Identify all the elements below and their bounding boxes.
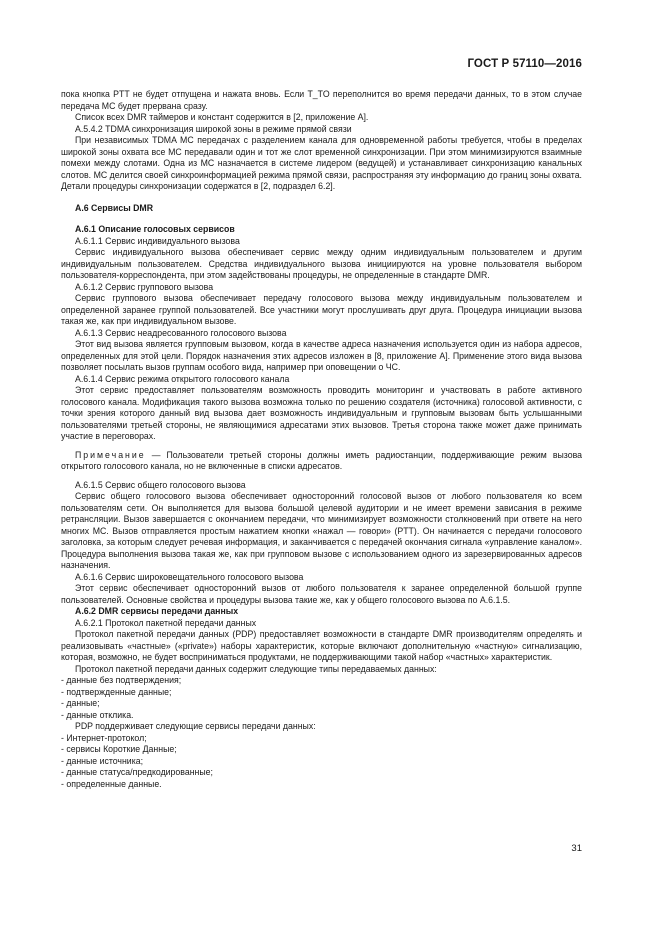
paragraph: PDP поддерживает следующие сервисы передачи данных: (75, 721, 316, 731)
subsection-title: А.6.1.3 Сервис неадресованного голосового вызова (75, 327, 287, 338)
paragraph: Этот сервис обеспечивает односторонний вызов от любого пользователя к заранее определенной большой группе пользователей. Основные свойства и процедуры вызова такие же, как у общего голосового вызова по А.6.1.5. (61, 583, 582, 605)
paragraph: Этот сервис предоставляет пользователям возможность проводить мониторинг и участвовать в работе активного голосового канала. Модификация такого вызова возможна только по решению создателя (источника) голосовой активности, с точки зрения которого данный вид вызова дает возможность индивидуальным и групповым вызовам быть услышанными пользователями третьей стороны, не являющимися адресатами этих вызовов. Третья сторона также может даже принимать участие в переговорах. (61, 385, 582, 441)
subsection-title: А.6.1.6 Сервис широковещательного голосового вызова (75, 571, 304, 582)
subsection-title: А.6.1.4 Сервис режима открытого голосового канала (75, 373, 290, 384)
page-body (61, 89, 582, 790)
subsection-title: А.6.1.5 Сервис общего голосового вызова (75, 479, 246, 490)
section-heading: А.6.2 DMR сервисы передачи данных (75, 606, 239, 616)
paragraph: Протокол пакетной передачи данных содержит следующие типы передаваемых данных: (75, 663, 437, 674)
paragraph: При независимых TDMA МС передачах с разделением канала для одновременной работы требуется, чтобы в пределах широкой зоны охвата все МС передавали один и тот же слот временной синхронизации. При этом минимизируются взаимные помехи между слотами. Одна из МС назначается в системе лидером (ведущей) и устанавливает синхронизацию канальных слотов. МС делится своей синхроинформацией режима прямой связи, распространяя эту информацию до границ зоны охвата. Детали процедуры синхронизации содержатся в [2, подраздел 6.2]. (61, 135, 582, 191)
list-item: - сервисы Короткие Данные; (61, 744, 177, 754)
paragraph: Этот вид вызова является групповым вызовом, когда в качестве адреса назначения используется один из набора адресов, определенных для этой цели. Порядок назначения этих адресов изложен в [8, приложение А]. Применение этого вида вызова позволяет посылать вызов группам особого вида, например при оповещении о ЧС. (61, 339, 582, 372)
section-heading: А.6 Сервисы DMR (75, 202, 154, 213)
list-item: - данные статуса/предкодированные; (61, 767, 213, 777)
paragraph: пока кнопка PTT не будет отпущена и нажата вновь. Если T_TO переполнится во время передачи данных, то в этом случае передача МС будет прервана сразу. (61, 89, 582, 111)
list-item: - подтвержденные данные; (61, 686, 172, 697)
data-types-list (61, 675, 582, 721)
section-heading: А.6.1 Описание голосовых сервисов (75, 224, 235, 234)
page-number: 31 (571, 843, 582, 854)
list-item: - данные источника; (61, 755, 144, 766)
paragraph: Сервис индивидуального вызова обеспечивает сервис между одним индивидуальным пользователем и другим индивидуальным пользователем. Средства индивидуального вызова инициируются на уровне пользователя выбором пользователя-корреспондента, при этом задействованы процедуры, не определенные в стандарте DMR. (61, 247, 582, 280)
list-item: - данные; (61, 698, 100, 708)
subsection-title: А.6.1.1 Сервис индивидуального вызова (75, 235, 240, 246)
subsection-title: А.6.1.2 Сервис группового вызова (75, 281, 214, 292)
list-item: - данные отклика. (61, 709, 134, 720)
document-header: ГОСТ Р 57110—2016 (467, 58, 582, 70)
subsection-title: А.6.2.1 Протокол пакетной передачи данных (75, 617, 257, 628)
paragraph: Протокол пакетной передачи данных (PDP) предоставляет возможности в стандарте DMR производителям определять и реализовывать «частные» («private») наборы характеристик, которые включают дополнительную «частную» сигнализацию, которая, возможно, не будет восприниматься продуктами, не поддерживающими такой набор «частных» характеристик. (61, 629, 582, 662)
list-item: - данные без подтверждения; (61, 675, 182, 685)
subsection-title: А.5.4.2 TDMA синхронизация широкой зоны в режиме прямой связи (75, 123, 352, 134)
paragraph: Сервис общего голосового вызова обеспечивает односторонний голосовой вызов от любого пользователя ко всем пользователям сети. Он выполняется для вызова большой целевой аудитории и не имеет времени зависания в режиме ретрансляции. Вызов завершается с окончанием передачи, что минимизирует возможности столкновений при ответе на него многих МС. Вызов отправляется простым нажатием кнопки «нажал — говори» (PTT). Он начинается с передачи голосового заголовка, за которым следует речевая информация, и заканчивается с передачей окончания сигнала «управление каналом». Процедура выполнения вызова такая же, как при групповом вызове с использованием одного из зарезервированных адресов назначения. (61, 491, 582, 570)
paragraph: Сервис группового вызова обеспечивает передачу голосового вызова между индивидуальным пользователем и определенной заранее группой пользователей. Все участники могут прослушивать друг друга. Процедура инициации вызова такая же, как при индивидуальном вызове. (61, 293, 582, 326)
note (61, 450, 582, 473)
note-label: Примечание (75, 449, 146, 460)
list-item: - Интернет-протокол; (61, 732, 147, 743)
list-item: - определенные данные. (61, 778, 162, 789)
note-text: — Пользователи третьей стороны должны иметь радиостанции, поддерживающие режим вызова открытого голосового канала, но не включенные в списки адресатов. (61, 449, 582, 471)
data-services-list (61, 733, 582, 791)
paragraph: Список всех DMR таймеров и констант содержится в [2, приложение А]. (75, 112, 369, 122)
